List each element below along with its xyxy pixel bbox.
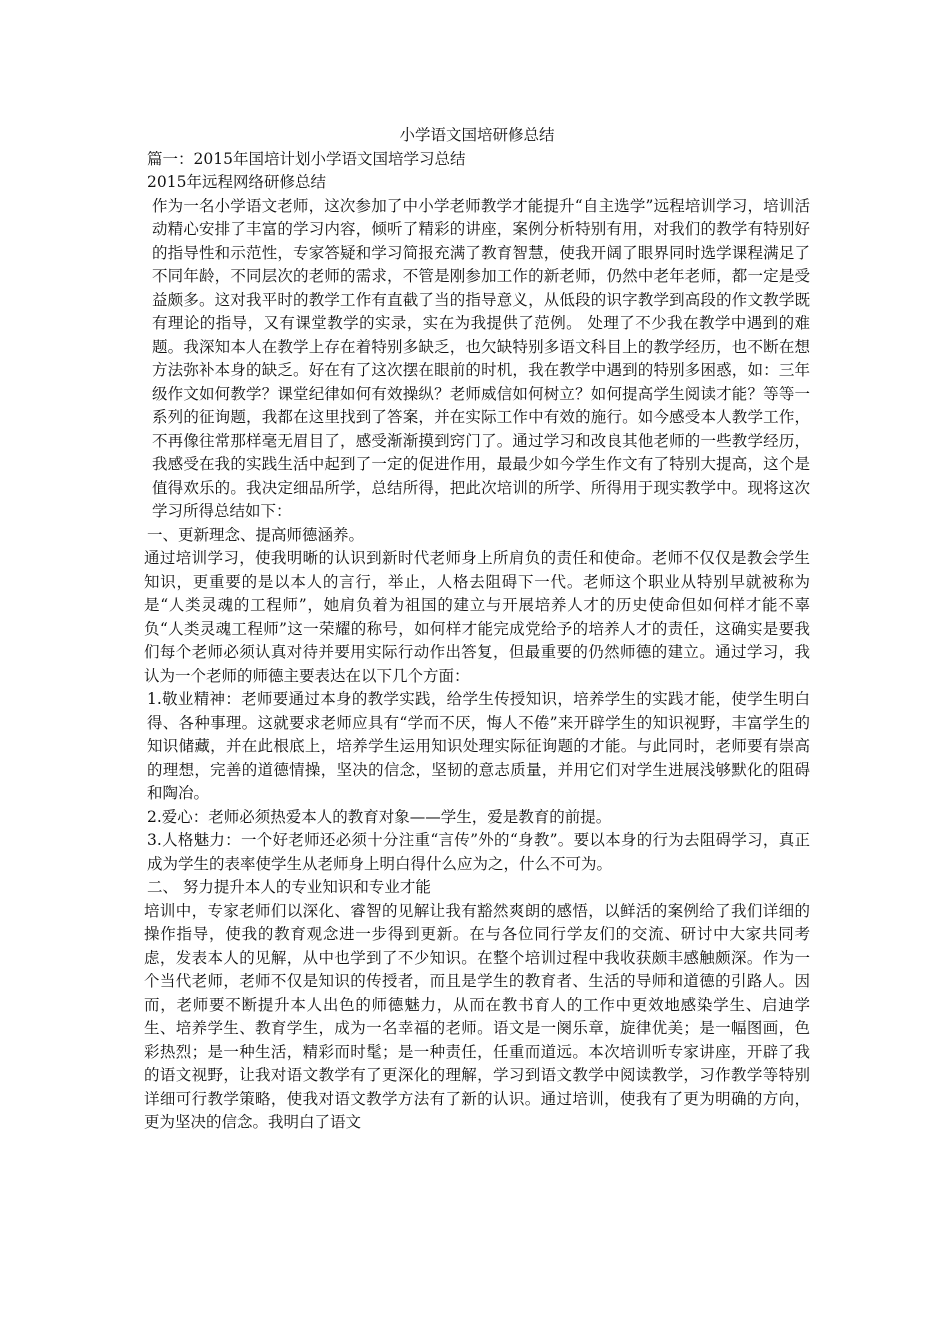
intro-paragraph: 作为一名小学语文老师，这次参加了中小学老师教学才能提升“自主选学”远程培训学习，培训活动精心安排了丰富的学习内容，倾听了精彩的讲座，案例分析特别有用，对我们的教学有特别好的指导性和示范性，专家答疑和学习简报充满了教育智慧，使我开阔了眼界同时选学课程满足了不同年龄，不同层次的老师的需求，不管是刚参加工作的新老师，仍然中老年老师，都一定是受益颇多。这对我平时的教学工作有直截了当的指导意义，从低段的识字教学到高段的作文教学既有理论的指导，又有课堂教学的实录，实在为我提供了范例。 处理了不少我在教学中遇到的难题。我深知本人在教学上存在着特别多缺乏，也欠缺特别多语文科目上的教学经历，也不断在想方法弥补本身的缺乏。好在有了这次摆在眼前的时机，我在教学中遇到的特别多困惑，如：三年级作文如何教学？课堂纪律如何有效操纵？老师威信如何树立？如何提高学生阅读才能？等等一系列的征询题，我都在这里找到了答案，并在实际工作中有效的施行。如今感受本人教学工作，不再像往常那样毫无眉目了，感受渐渐摸到窍门了。通过学习和改良其他老师的一些教学经历，我感受在我的实践生活中起到了一定的促进作用，最最少如今学生作文有了特别大提高，这个是值得欢乐的。我决定细品所学，总结所得，把此次培训的所学、所得用于现实教学中。现将这次学习所得总结如下： bbox=[152, 196, 810, 520]
section-1-heading: 一、更新理念、提高师德涵养。 bbox=[147, 525, 365, 544]
document-title: 小学语文国培研修总结 bbox=[399, 126, 555, 144]
subtitle-summary: 2015年远程网络研修总结 bbox=[147, 173, 326, 191]
list-item-charisma: 3.人格魅力：一个好老师还必须十分注重“言传”外的“身教”。要以本身的行为去阻碍学习，真正成为学生的表率使学生从老师身上明白得什么应为之，什么不可为。 bbox=[147, 831, 810, 873]
list-item-dedication: 1.敬业精神：老师要通过本身的教学实践，给学生传授知识，培养学生的实践才能，使学生明白得、各种事理。这就要求老师应具有“学而不厌，悔人不倦”来开辟学生的知识视野，丰富学生的知识储藏，并在此根底上，培养学生运用知识处理实际征询题的才能。与此同时，老师要有崇高的理想，完善的道德情操，坚决的信念，坚韧的意志质量，并用它们对学生进展浅够默化的阻碍和陶冶。 bbox=[147, 690, 810, 802]
section-2-heading: 二、 努力提升本人的专业知识和专业才能 bbox=[147, 878, 431, 896]
section-2-paragraph: 培训中，专家老师们以深化、睿智的见解让我有豁然爽朗的感悟，以鲜活的案例给了我们详细的操作指导，使我的教育观念进一步得到更新。在与各位同行学友们的交流、研讨中大家共同考虑，发表本人的见解，从中也学到了不少知识。在整个培训过程中我收获颇丰感触颇深。作为一个当代老师，老师不仅是知识的传授者，而且是学生的教育者、生活的导师和道德的引路人。因而，老师要不断提升本人出色的师德魅力，从而在教书育人的工作中更效地感染学生、启迪学生、培养学生、教育学生，成为一名幸福的老师。语文是一阕乐章，旋律优美；是一幅图画，色彩热烈；是一种生活，精彩而时髦；是一种责任，任重而道远。本次培训听专家讲座，开辟了我的语文视野，让我对语文教学有了更深化的理解，学习到语文教学中阅读教学，习作教学等特别详细可行教学策略，使我对语文教学方法有了新的认识。通过培训，使我有了更为明确的方向，更为坚决的信念。我明白了语文 bbox=[144, 901, 810, 1131]
document-page bbox=[144, 124, 810, 1135]
list-item-love: 2.爱心：老师必须热爱本人的教育对象——学生，爱是教育的前提。 bbox=[147, 807, 612, 826]
subtitle-chapter: 篇一：2015年国培计划小学语文国培学习总结 bbox=[147, 149, 466, 168]
section-1-paragraph: 通过培训学习，使我明晰的认识到新时代老师身上所肩负的责任和使命。老师不仅仅是教会学生知识，更重要的是以本人的言行，举止，人格去阻碍下一代。老师这个职业从特别早就被称为是“人类灵魂的工程师”，她肩负着为祖国的建立与开展培养人才的历史使命但如何样才能不辜负“人类灵魂工程师”这一荣耀的称号，如何样才能完成党给予的培养人才的责任，这确实是要我们每个老师必须认真对待并要用实际行动作出答复，但最重要的仍然师德的建立。通过学习，我认为一个老师的师德主要表达在以下几个方面： bbox=[144, 549, 810, 685]
